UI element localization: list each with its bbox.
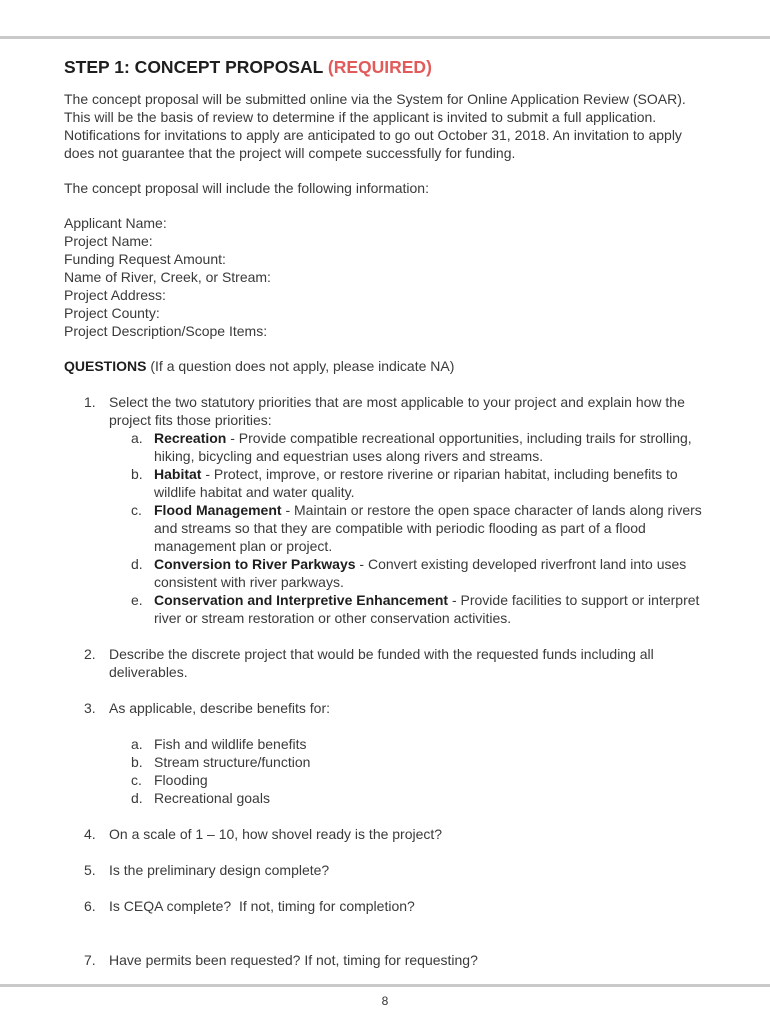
question-text: Have permits been requested? If not, timing for requesting? — [109, 952, 478, 968]
item-letter: c. — [131, 772, 142, 788]
priority-item — [109, 555, 714, 591]
question-number: 3. — [84, 700, 96, 716]
questions-heading — [64, 357, 714, 375]
question-7 — [64, 951, 714, 969]
priority-item — [109, 465, 714, 501]
field-funding-request: Funding Request Amount: — [64, 251, 226, 267]
field-project-address: Project Address: — [64, 287, 166, 303]
intro-paragraph: The concept proposal will be submitted online via the System for Online Application Review (SOAR). This will be the basis of review to determine if the applicant is invited to submit a full application. Notifications for invitations to apply are anticipated to go out October 31, 2018. An invitation to apply does not guarantee that the project will compete successfully for funding. — [64, 91, 686, 161]
top-rule — [0, 36, 770, 39]
questions-heading-label: QUESTIONS — [64, 358, 147, 374]
benefit-item — [109, 753, 714, 771]
question-number: 5. — [84, 862, 96, 878]
question-text: On a scale of 1 – 10, how shovel ready is the project? — [109, 826, 443, 842]
priority-description: - Provide compatible recreational opportunities, including trails for strolling, hiking, bicycling and equestrian uses along rivers and streams. — [154, 430, 692, 464]
item-letter: b. — [131, 754, 143, 770]
benefit-text: Recreational goals — [154, 790, 270, 806]
priority-name: Flood Management — [154, 502, 282, 518]
field-project-name: Project Name: — [64, 233, 153, 249]
question-2 — [64, 645, 714, 681]
page-number: 8 — [381, 994, 389, 1008]
question-number: 6. — [84, 898, 96, 914]
page-content — [64, 56, 714, 969]
field-applicant-name: Applicant Name: — [64, 215, 167, 231]
questions-heading-note: (If a question does not apply, please indicate NA) — [150, 358, 455, 374]
bottom-rule — [0, 984, 770, 987]
benefit-text: Stream structure/function — [154, 754, 311, 770]
question-text: As applicable, describe benefits for: — [109, 700, 331, 716]
benefit-text: Flooding — [154, 772, 208, 788]
field-project-county: Project County: — [64, 305, 160, 321]
title-required: (REQUIRED) — [327, 57, 432, 77]
field-river-name: Name of River, Creek, or Stream: — [64, 269, 271, 285]
priority-description: - Convert existing developed riverfront land into uses consistent with river parkways. — [154, 556, 687, 590]
priority-description: - Provide facilities to support or interpret river or stream restoration or other conservation activities. — [154, 592, 700, 626]
question-number: 1. — [84, 394, 96, 410]
priority-name: Conservation and Interpretive Enhancement — [154, 592, 449, 608]
question-1 — [64, 393, 714, 627]
priority-item — [109, 429, 714, 465]
question-4 — [64, 825, 714, 843]
field-project-description: Project Description/Scope Items: — [64, 323, 268, 339]
question-3 — [64, 699, 714, 807]
benefit-list — [109, 735, 714, 807]
question-text: Is CEQA complete? If not, timing for completion? — [109, 898, 415, 914]
question-list — [64, 393, 714, 969]
question-number: 2. — [84, 646, 96, 662]
priority-name: Conversion to River Parkways — [154, 556, 356, 572]
question-5 — [64, 861, 714, 879]
priority-name: Habitat — [154, 466, 202, 482]
item-letter: a. — [131, 430, 143, 446]
priority-description: - Maintain or restore the open space character of lands along rivers and streams so that they are compatible with periodic flooding as part of a flood management plan or project. — [154, 502, 702, 554]
priority-list — [109, 429, 714, 627]
question-text: Select the two statutory priorities that are most applicable to your project and explain how the project fits those priorities: — [109, 394, 685, 428]
item-letter: d. — [131, 556, 143, 572]
info-lead: The concept proposal will include the following information: — [64, 180, 429, 196]
priority-description: - Protect, improve, or restore riverine or riparian habitat, including benefits to wildlife habitat and water quality. — [154, 466, 678, 500]
question-text: Is the preliminary design complete? — [109, 862, 330, 878]
title-main: STEP 1: CONCEPT PROPOSAL — [64, 57, 323, 77]
page-title — [64, 56, 714, 78]
question-text: Describe the discrete project that would be funded with the requested funds including all deliverables. — [109, 646, 654, 680]
benefit-text: Fish and wildlife benefits — [154, 736, 307, 752]
question-number: 7. — [84, 952, 96, 968]
question-6 — [64, 897, 714, 915]
priority-item — [109, 501, 714, 555]
field-list — [64, 214, 714, 340]
item-letter: d. — [131, 790, 143, 806]
item-letter: c. — [131, 502, 142, 518]
priority-item — [109, 591, 714, 627]
benefit-item — [109, 771, 714, 789]
benefit-item — [109, 789, 714, 807]
item-letter: e. — [131, 592, 143, 608]
item-letter: a. — [131, 736, 143, 752]
priority-name: Recreation — [154, 430, 227, 446]
benefit-item — [109, 735, 714, 753]
question-number: 4. — [84, 826, 96, 842]
item-letter: b. — [131, 466, 143, 482]
